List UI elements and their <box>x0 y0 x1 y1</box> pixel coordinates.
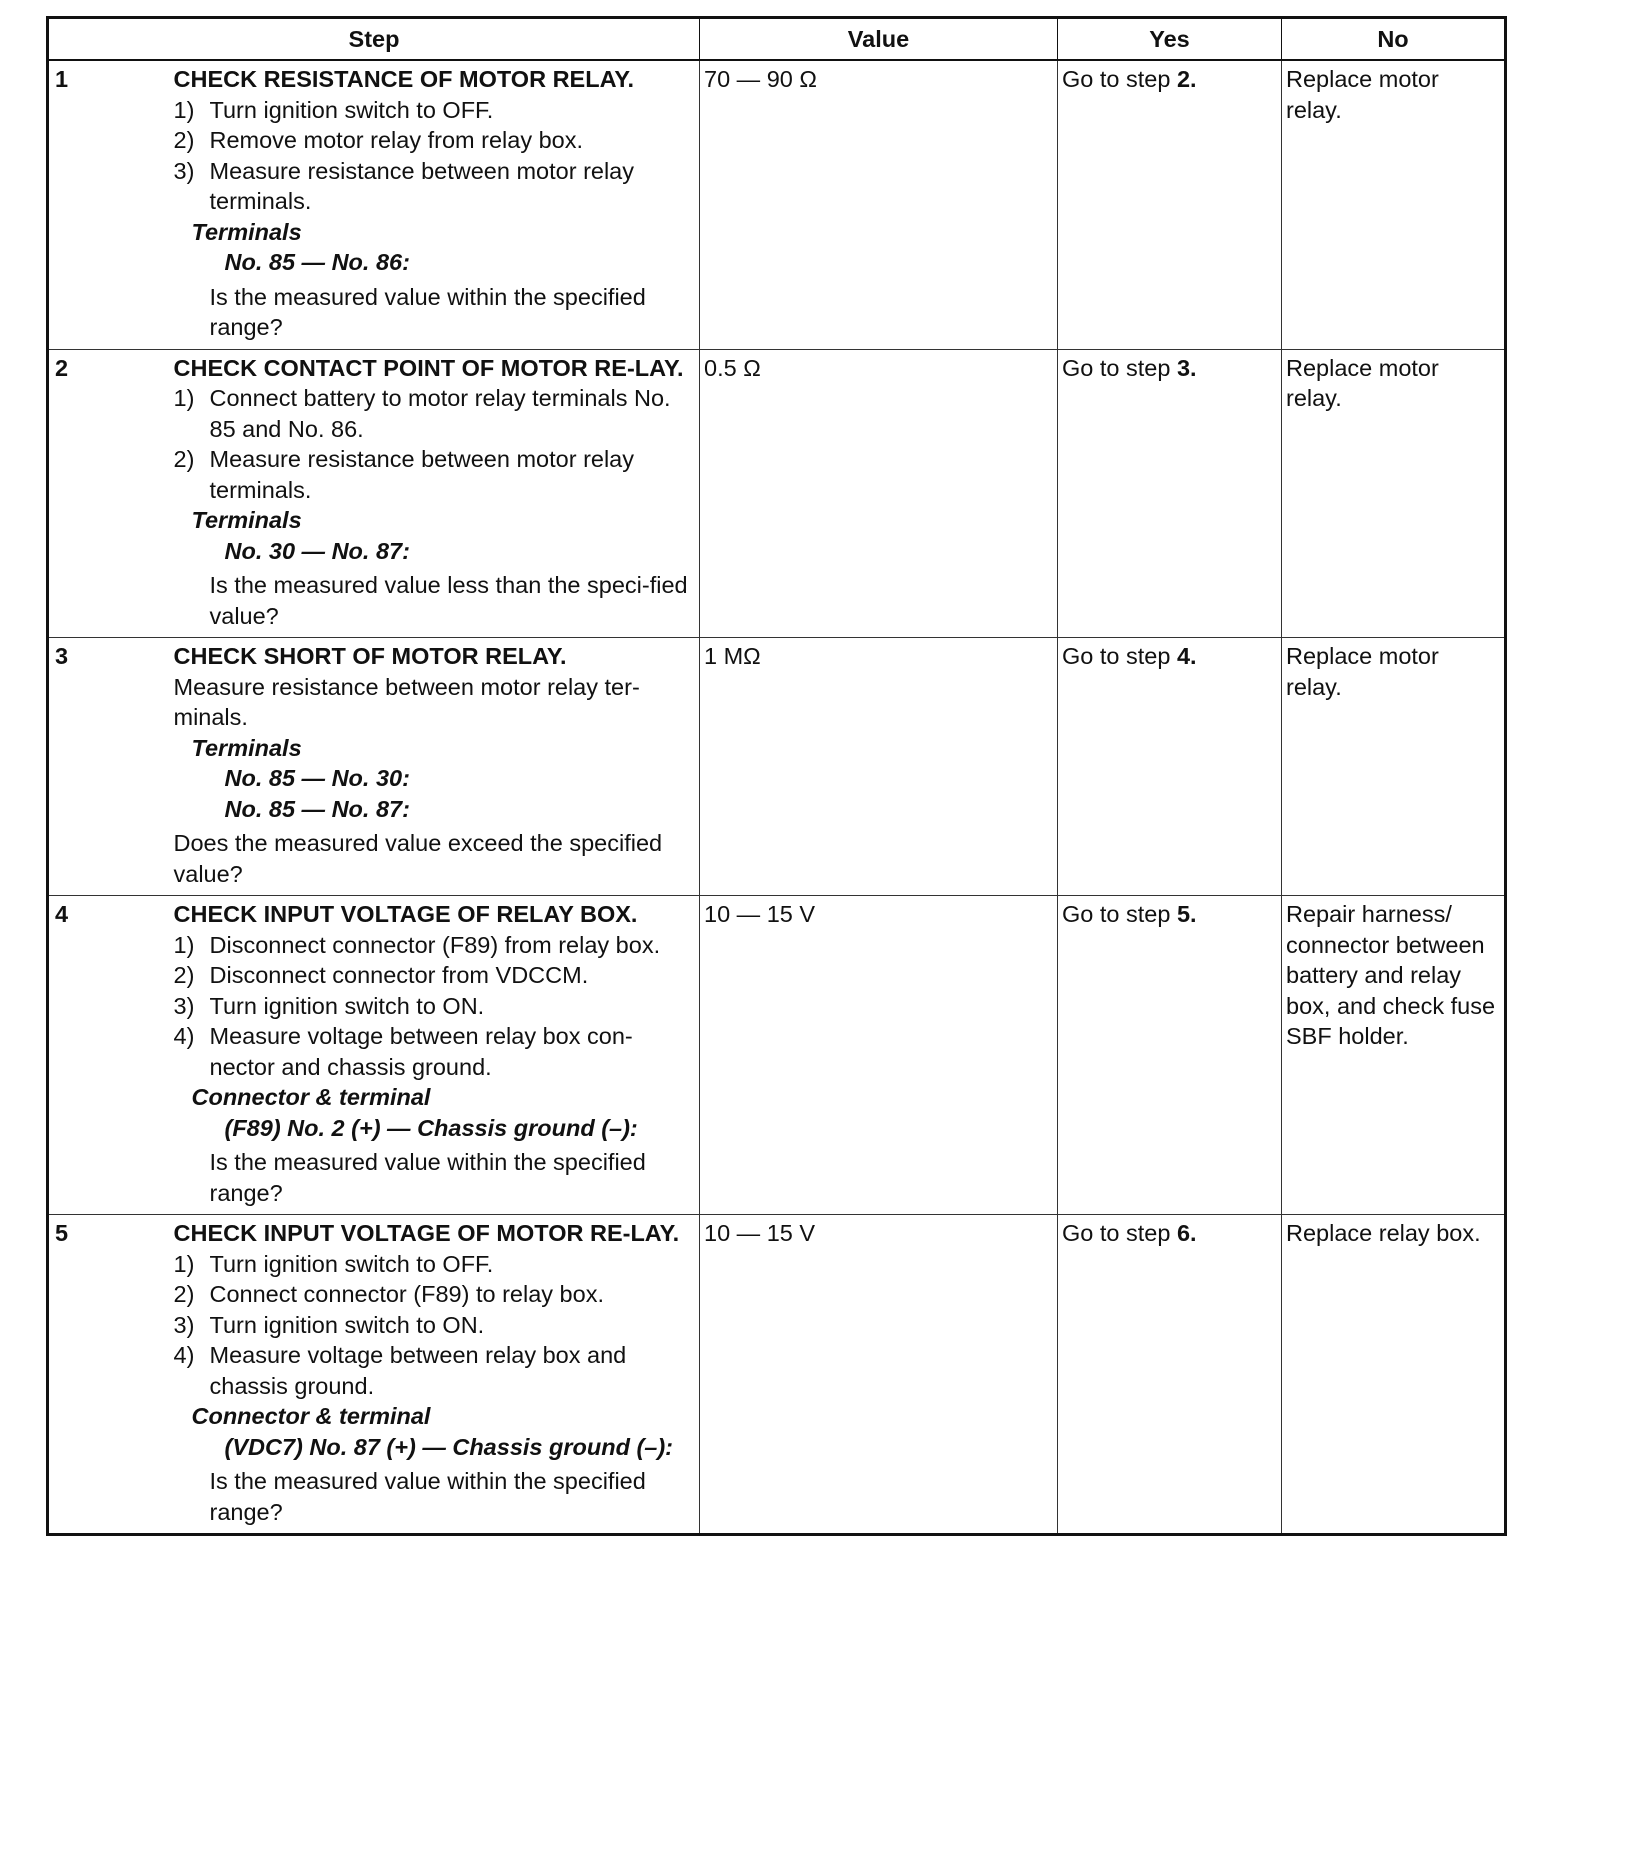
step-number: 2 <box>48 349 170 638</box>
no-cell: Repair harness/ connector between battery and relay box, and check fuse SBF holder. <box>1282 896 1506 1215</box>
yes-cell: Go to step 5. <box>1058 896 1282 1215</box>
header-value: Value <box>700 18 1058 61</box>
no-cell: Replace motor relay. <box>1282 349 1506 638</box>
step-title: CHECK CONTACT POINT OF MOTOR RE-LAY. <box>173 354 684 381</box>
connector-terminal: (VDC7) No. 87 (+) — Chassis ground (–): <box>224 1433 674 1460</box>
step-number: 5 <box>48 1215 170 1535</box>
header-row <box>48 18 1506 61</box>
step-question: Is the measured value within the specified range? <box>209 1149 646 1206</box>
sub-step: 3) Turn ignition switch to ON. <box>173 1311 485 1338</box>
connector-label: Connector & terminal <box>191 1403 431 1429</box>
table-row <box>48 896 1506 1215</box>
terminal-pair: No. 85 — No. 86: <box>224 249 410 275</box>
step-intro: Measure resistance between motor relay ter-minals. <box>173 673 640 730</box>
step-title: CHECK RESISTANCE OF MOTOR RELAY. <box>173 66 634 92</box>
yes-cell: Go to step 6. <box>1058 1215 1282 1535</box>
value-cell: 70 — 90 Ω <box>700 60 1058 349</box>
step-cell <box>170 60 700 349</box>
diagnosis-table <box>46 16 1507 1536</box>
sub-step: 2) Remove motor relay from relay box. <box>173 127 584 153</box>
step-number: 1 <box>48 60 170 349</box>
value-cell: 1 MΩ <box>700 638 1058 896</box>
sub-step: 3) Measure resistance between motor relay terminals. <box>173 157 635 214</box>
step-question: Is the measured value within the specified range? <box>209 1468 646 1525</box>
connector-label: Connector & terminal <box>191 1084 431 1110</box>
diagnosis-table-container <box>46 16 1504 1536</box>
step-number: 4 <box>48 896 170 1215</box>
sub-step: 1) Connect battery to motor relay terminals No. 85 and No. 86. <box>173 385 671 442</box>
yes-step-link: 3. <box>1176 354 1197 381</box>
table-row <box>48 60 1506 349</box>
header-yes: Yes <box>1058 18 1282 61</box>
terminals-label: Terminals <box>191 507 302 533</box>
step-number: 3 <box>48 638 170 896</box>
step-title: CHECK INPUT VOLTAGE OF MOTOR RE-LAY. <box>173 1220 680 1246</box>
yes-cell: Go to step 3. <box>1058 349 1282 638</box>
step-title: CHECK INPUT VOLTAGE OF RELAY BOX. <box>173 901 638 927</box>
sub-step: 1) Turn ignition switch to OFF. <box>173 96 494 123</box>
table-row <box>48 349 1506 638</box>
sub-step: 2) Measure resistance between motor relay terminals. <box>173 446 635 503</box>
step-question: Does the measured value exceed the specified value? <box>173 830 663 887</box>
sub-step: 3) Turn ignition switch to ON. <box>173 992 485 1019</box>
yes-step-link: 4. <box>1176 643 1197 669</box>
value-cell: 10 — 15 V <box>700 896 1058 1215</box>
step-question: Is the measured value within the specified range? <box>209 283 646 340</box>
sub-step: 2) Connect connector (F89) to relay box. <box>173 1281 604 1307</box>
no-cell: Replace motor relay. <box>1282 60 1506 349</box>
yes-cell: Go to step 4. <box>1058 638 1282 896</box>
terminal-pair: No. 85 — No. 87: <box>224 795 410 822</box>
step-cell <box>170 638 700 896</box>
value-cell: 10 — 15 V <box>700 1215 1058 1535</box>
terminals-label: Terminals <box>191 734 302 761</box>
step-cell <box>170 1215 700 1535</box>
no-cell: Replace relay box. <box>1282 1215 1506 1535</box>
no-cell: Replace motor relay. <box>1282 638 1506 896</box>
sub-step: 1) Disconnect connector (F89) from relay box. <box>173 931 661 958</box>
sub-step: 4) Measure voltage between relay box con-nector and chassis ground. <box>173 1023 633 1080</box>
yes-cell: Go to step 2. <box>1058 60 1282 349</box>
yes-step-link: 2. <box>1176 66 1197 92</box>
step-cell <box>170 896 700 1215</box>
sub-step: 1) Turn ignition switch to OFF. <box>173 1250 494 1277</box>
terminal-pair: No. 85 — No. 30: <box>224 765 410 791</box>
step-cell <box>170 349 700 638</box>
connector-terminal: (F89) No. 2 (+) — Chassis ground (–): <box>224 1114 638 1141</box>
header-step: Step <box>48 18 700 61</box>
yes-step-link: 6. <box>1176 1220 1197 1246</box>
yes-step-link: 5. <box>1176 901 1197 927</box>
sub-step: 2) Disconnect connector from VDCCM. <box>173 962 589 988</box>
terminal-pair: No. 30 — No. 87: <box>224 537 410 564</box>
terminals-label: Terminals <box>191 218 302 245</box>
table-row <box>48 1215 1506 1535</box>
step-title: CHECK SHORT OF MOTOR RELAY. <box>173 643 567 669</box>
header-no: No <box>1282 18 1506 61</box>
sub-step: 4) Measure voltage between relay box and chassis ground. <box>173 1342 627 1399</box>
value-cell: 0.5 Ω <box>700 349 1058 638</box>
table-row <box>48 638 1506 896</box>
step-question: Is the measured value less than the speci-fied value? <box>209 572 688 629</box>
